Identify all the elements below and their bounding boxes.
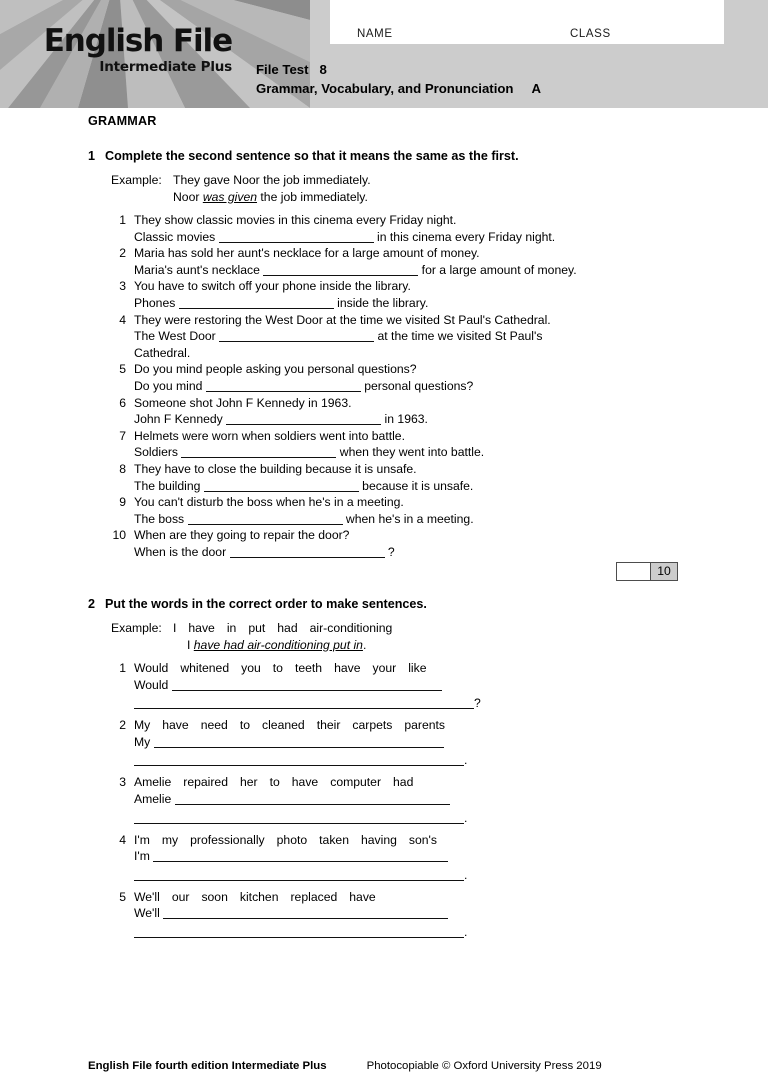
scrambled-word: like: [408, 661, 427, 676]
answer-blank[interactable]: [134, 812, 464, 824]
scrambled-word: kitchen: [239, 889, 279, 904]
name-label: NAME: [357, 28, 393, 40]
scrambled-word: put: [248, 621, 266, 635]
scrambled-word: need: [200, 718, 228, 733]
exercise-2-item: [111, 889, 688, 943]
scrambled-word: photo: [276, 832, 308, 847]
test-title: [256, 60, 541, 98]
example-2-label: Example:: [111, 621, 162, 635]
item-answer-line: [134, 295, 688, 312]
item-prompt: When are they going to repair the door?: [134, 528, 350, 543]
scrambled-word: in: [226, 621, 237, 635]
exercise-2-instruction: Put the words in the correct order to make sentences.: [105, 597, 427, 611]
answer-blank[interactable]: [226, 413, 381, 425]
scrambled-word: had: [393, 775, 414, 790]
answer-blank[interactable]: [219, 231, 374, 243]
scrambled-word: have: [349, 889, 376, 904]
answer-blank[interactable]: [263, 264, 418, 276]
item-prompt: Do you mind people asking you personal questions?: [134, 362, 417, 377]
answer-start-word: I'm: [134, 849, 154, 864]
exercise-2-items: [111, 660, 688, 943]
answer-blank[interactable]: [134, 926, 464, 938]
exercise-1-item: [111, 361, 688, 394]
answer-text-after: ?: [384, 544, 395, 559]
example-answer-after: the job immediately.: [257, 189, 368, 204]
item-number: 8: [119, 461, 126, 476]
scrambled-word: our: [171, 889, 190, 904]
scrambled-word: had: [277, 621, 298, 635]
scrambled-word: I'm: [134, 832, 150, 847]
page-footer: [88, 1060, 688, 1072]
footer-book-title: English File fourth edition Intermediate Plus: [88, 1060, 327, 1072]
exercise-1: [88, 148, 688, 560]
item-prompt: Someone shot John F Kennedy in 1963.: [134, 395, 352, 410]
item-answer-line: [134, 544, 688, 561]
scrambled-word: My: [134, 718, 151, 733]
scrambled-words: [134, 889, 688, 906]
exercise-1-instruction: Complete the second sentence so that it means the same as the first.: [105, 149, 519, 163]
answer-line-2: [134, 750, 688, 771]
example-2-answer: have had air-conditioning put in: [193, 637, 363, 652]
answer-text-after: in this cinema every Friday night.: [373, 229, 556, 244]
exercise-1-item: [111, 428, 688, 461]
scrambled-word: We'll: [134, 889, 160, 904]
scrambled-word: I: [173, 621, 177, 635]
item-prompt: Helmets were worn when soldiers went into battle.: [134, 428, 405, 443]
scrambled-words: [134, 774, 688, 791]
answer-text-before: Do you mind: [134, 378, 206, 393]
answer-line-2: [134, 808, 688, 829]
exercise-2-item: [111, 660, 688, 714]
exercise-1-item: [111, 494, 688, 527]
answer-text-before: John F Kennedy: [134, 412, 227, 427]
score-input-cell[interactable]: [617, 563, 651, 580]
scrambled-word: have: [188, 621, 215, 635]
answer-line-1: [134, 677, 688, 694]
exercise-1-number: 1: [88, 149, 96, 163]
example-2-answer-after: .: [362, 637, 367, 652]
answer-blank[interactable]: [188, 513, 343, 525]
test-title-line2: [256, 81, 541, 96]
exercise-2-item: [111, 832, 688, 886]
example-prompt: They gave Noor the job immediately.: [173, 173, 371, 187]
scrambled-word: my: [161, 832, 179, 847]
item-number: 3: [119, 775, 126, 790]
answer-blank[interactable]: [181, 446, 336, 458]
scrambled-word: cleaned: [261, 718, 305, 733]
scrambled-word: have: [334, 661, 361, 676]
scrambled-word: teeth: [294, 661, 323, 676]
exercise-1-item: [111, 245, 688, 278]
answer-text-before: Soldiers: [134, 445, 182, 460]
item-number: 10: [112, 528, 126, 543]
example-2-answer-before: I: [187, 637, 194, 652]
scrambled-word: have: [162, 718, 189, 733]
end-punctuation: .: [464, 753, 468, 768]
answer-text-after: personal questions?: [360, 378, 474, 393]
answer-text-after: at the time we visited St Paul's: [374, 329, 543, 344]
file-test-number: 8: [319, 62, 327, 77]
scrambled-word: son's: [408, 832, 437, 847]
item-answer-line: [134, 328, 688, 345]
example-2-line-1: [111, 620, 688, 637]
scrambled-words: [134, 832, 688, 849]
item-number: 7: [119, 428, 126, 443]
test-version-letter: A: [531, 81, 541, 96]
answer-start-word: We'll: [134, 906, 164, 921]
scrambled-word: Would: [134, 661, 169, 676]
item-number: 2: [119, 718, 126, 733]
scrambled-word: replaced: [290, 889, 338, 904]
answer-text-before: Maria's aunt's necklace: [134, 262, 264, 277]
answer-blank[interactable]: [175, 793, 450, 805]
scrambled-word: have: [291, 775, 319, 790]
answer-blank[interactable]: [134, 754, 464, 766]
scrambled-word: your: [372, 661, 397, 676]
answer-start-word: Would: [134, 677, 172, 692]
scrambled-word: you: [241, 661, 261, 676]
scrambled-word: air-conditioning: [309, 621, 393, 635]
item-number: 5: [119, 889, 126, 904]
item-number: 1: [119, 213, 126, 227]
example-answer-before: Noor: [173, 189, 203, 204]
answer-line-1: [134, 734, 688, 751]
item-number: 4: [119, 832, 126, 847]
exercise-2-example: [111, 620, 688, 653]
answer-blank[interactable]: [163, 907, 448, 919]
item-number: 1: [119, 661, 126, 676]
answer-text-before: Classic movies: [134, 229, 219, 244]
item-number: 6: [119, 395, 126, 410]
answer-line-2: [134, 865, 688, 886]
answer-line-2: [134, 693, 688, 714]
item-prompt: They show classic movies in this cinema every Friday night.: [134, 213, 457, 227]
scrambled-word: soon: [201, 889, 228, 904]
test-title-line1: [256, 62, 327, 77]
answer-text-after: for a large amount of money.: [418, 262, 577, 277]
scrambled-word: whitened: [180, 661, 230, 676]
answer-blank[interactable]: [179, 297, 334, 309]
logo-subtitle: Intermediate Plus: [99, 59, 232, 75]
end-punctuation: .: [464, 925, 468, 940]
item-answer-line: [134, 411, 688, 428]
answer-blank[interactable]: [134, 869, 464, 881]
scrambled-word: taken: [319, 832, 349, 847]
scrambled-words: [134, 660, 688, 677]
item-prompt: They were restoring the West Door at the time we visited St Paul's Cathedral.: [134, 312, 551, 327]
item-prompt: You have to switch off your phone inside the library.: [134, 279, 411, 294]
footer-copyright: Photocopiable © Oxford University Press 2019: [366, 1060, 602, 1072]
answer-text-after: inside the library.: [333, 295, 429, 310]
example-2-line-2: [187, 637, 688, 654]
item-prompt: You can't disturb the boss when he's in a meeting.: [134, 495, 404, 510]
answer-blank[interactable]: [172, 679, 442, 691]
item-answer-line: [134, 229, 688, 246]
answer-text-after: in 1963.: [381, 412, 428, 427]
exercise-1-items: [111, 212, 688, 560]
exercise-1-item: [111, 395, 688, 428]
exercise-1-item: [111, 461, 688, 494]
answer-blank[interactable]: [206, 380, 361, 392]
end-punctuation: ?: [474, 696, 481, 711]
item-answer-line: [134, 444, 688, 461]
exercise-2-item: [111, 774, 688, 828]
answer-line-1: [134, 905, 688, 922]
file-test-label: File Test: [256, 62, 309, 77]
answer-line-1: [134, 848, 688, 865]
scrambled-word: computer: [330, 775, 382, 790]
item-number: 9: [119, 495, 126, 510]
answer-line-1: [134, 791, 688, 808]
page-header-band: [0, 0, 768, 108]
example-line-2: [173, 189, 688, 206]
exercise-2-title: [88, 596, 688, 612]
item-number: 3: [119, 279, 126, 294]
scrambled-word: to: [272, 661, 283, 676]
answer-blank[interactable]: [204, 480, 359, 492]
example-answer: was given: [202, 189, 258, 204]
answer-text-before: The West Door: [134, 329, 220, 344]
answer-blank[interactable]: [153, 850, 448, 862]
scrambled-word: having: [360, 832, 397, 847]
name-class-box: [330, 0, 724, 44]
answer-blank[interactable]: [219, 330, 374, 342]
scrambled-word: parents: [404, 718, 446, 733]
answer-text-after: because it is unsafe.: [358, 478, 474, 493]
item-answer-line: [134, 378, 688, 395]
exercise-1-item: [111, 212, 688, 245]
end-punctuation: .: [464, 810, 468, 825]
answer-blank[interactable]: [230, 546, 385, 558]
scrambled-words: [134, 717, 688, 734]
item-number: 4: [119, 312, 126, 327]
logo-title: English File: [43, 23, 232, 59]
answer-text-after: when he's in a meeting.: [342, 511, 474, 526]
item-number: 5: [119, 362, 126, 377]
grammar-section-heading: GRAMMAR: [88, 114, 157, 128]
answer-start-word: My: [134, 734, 154, 749]
exercise-1-example: [111, 172, 688, 205]
scrambled-word: professionally: [190, 832, 265, 847]
item-number: 2: [119, 246, 126, 261]
example-line-1: [111, 172, 688, 189]
class-label: CLASS: [570, 28, 611, 40]
answer-line-2: [134, 922, 688, 943]
answer-text-after: when they went into battle.: [336, 445, 485, 460]
item-prompt: Maria has sold her aunt's necklace for a large amount of money.: [134, 246, 480, 261]
exercise-2: [88, 596, 688, 946]
answer-text-before: The boss: [134, 511, 188, 526]
item-answer-wrap: Cathedral.: [134, 345, 191, 360]
item-answer-line: [134, 262, 688, 279]
exercise-1-item: [111, 527, 688, 560]
exercise-1-title: [88, 148, 688, 164]
exercise-1-item: [111, 312, 688, 362]
answer-blank[interactable]: [154, 736, 444, 748]
answer-text-before: The building: [134, 478, 204, 493]
score-total-cell: 10: [651, 563, 677, 580]
exercise-2-number: 2: [88, 597, 96, 611]
item-answer-line: [134, 478, 688, 495]
answer-text-before: Phones: [134, 295, 179, 310]
answer-blank[interactable]: [134, 697, 474, 709]
scrambled-word: her: [239, 775, 258, 790]
answer-text-before: When is the door: [134, 544, 230, 559]
scrambled-word: Amelie: [134, 775, 172, 790]
scrambled-word: to: [269, 775, 280, 790]
scrambled-word: repaired: [183, 775, 228, 790]
scrambled-word: carpets: [352, 718, 393, 733]
example-2-scrambled-words: [173, 621, 392, 635]
item-answer-line: [134, 511, 688, 528]
scrambled-word: their: [316, 718, 341, 733]
answer-start-word: Amelie: [134, 792, 175, 807]
example-label: Example:: [111, 173, 162, 187]
item-prompt: They have to close the building because it is unsafe.: [134, 461, 417, 476]
scrambled-word: to: [239, 718, 250, 733]
exercise-1-item: [111, 278, 688, 311]
english-file-logo: [32, 23, 232, 75]
exercise-2-item: [111, 717, 688, 771]
test-subject-label: Grammar, Vocabulary, and Pronunciation: [256, 81, 514, 96]
exercise-1-score-box[interactable]: [616, 562, 678, 581]
end-punctuation: .: [464, 867, 468, 882]
